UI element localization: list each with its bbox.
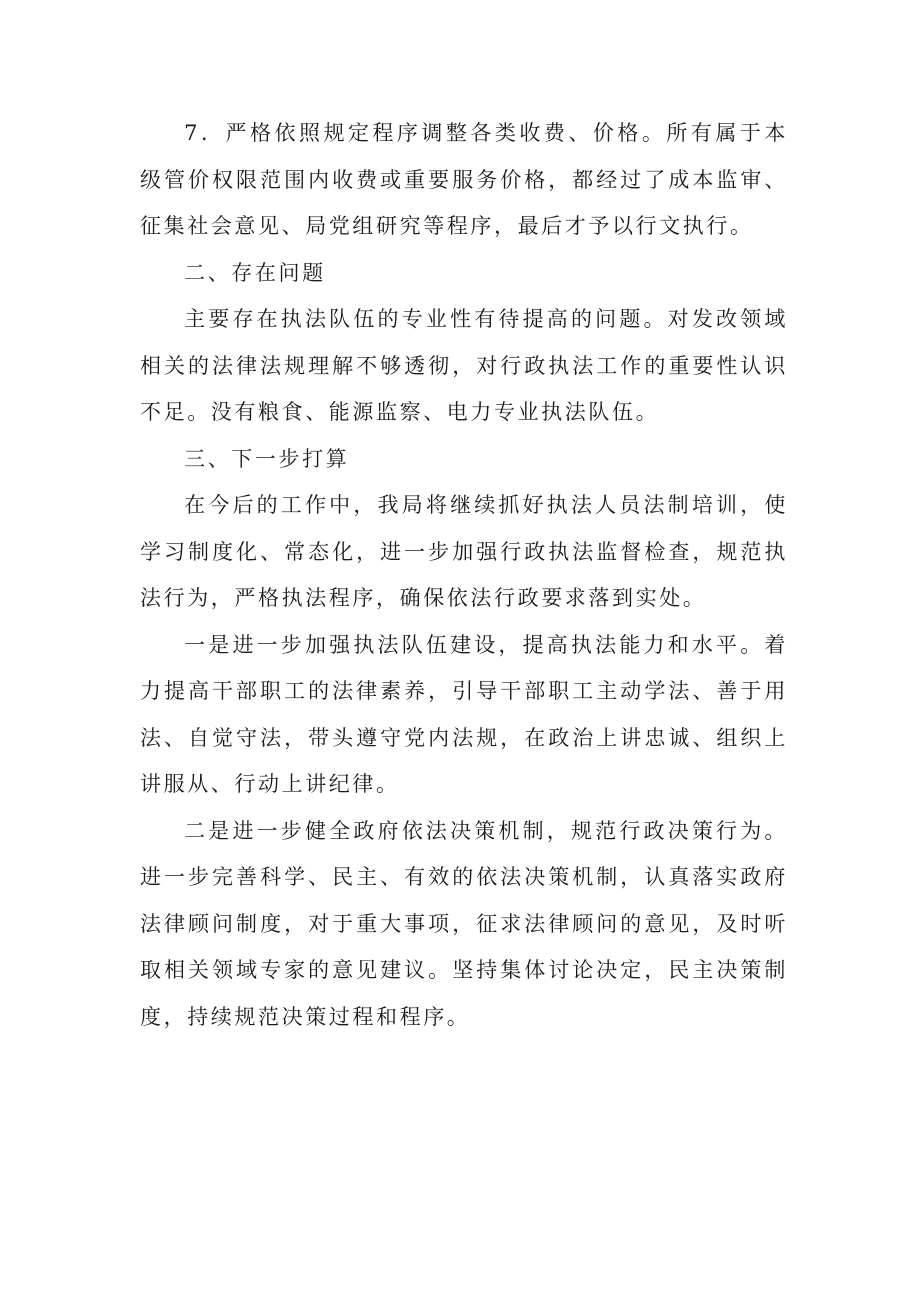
paragraph-decision-mechanism: 二是进一步健全政府依法决策机制，规范行政决策行为。进一步完善科学、民主、有效的依法决策机制，认真落实政府法律顾问制度，对于重大事项，征求法律顾问的意见，及时听取相关领域专家的意见建议。坚持集体讨论决定，民主决策制度，持续规范决策过程和程序。 — [140, 818, 788, 1029]
paragraph-problems: 主要存在执法队伍的专业性有待提高的问题。对发改领域相关的法律法规理解不够透彻，对行政执法工作的重要性认识不足。没有粮食、能源监察、电力专业执法队伍。 — [140, 307, 788, 424]
heading-existing-problems: 二、存在问题 — [184, 260, 326, 285]
paragraph-team-building: 一是进一步加强执法队伍建设，提高执法能力和水平。着力提高干部职工的法律素养，引导干部职工主动学法、善于用法、自觉守法，带头遵守党内法规，在政治上讲忠诚、组织上讲服从、行动上讲纪律。 — [140, 632, 788, 796]
paragraph-price-adjustment: 7．严格依照规定程序调整各类收费、价格。所有属于本级管价权限范围内收费或重要服务价格，都经过了成本监审、征集社会意见、局党组研究等程序，最后才予以行文执行。 — [140, 121, 788, 238]
heading-next-steps: 三、下一步打算 — [184, 446, 350, 471]
document-page — [140, 110, 788, 1040]
paragraph-next-steps-intro: 在今后的工作中，我局将继续抓好执法人员法制培训，使学习制度化、常态化，进一步加强行政执法监督检查，规范执法行为，严格执法程序，确保依法行政要求落到实处。 — [140, 493, 788, 610]
